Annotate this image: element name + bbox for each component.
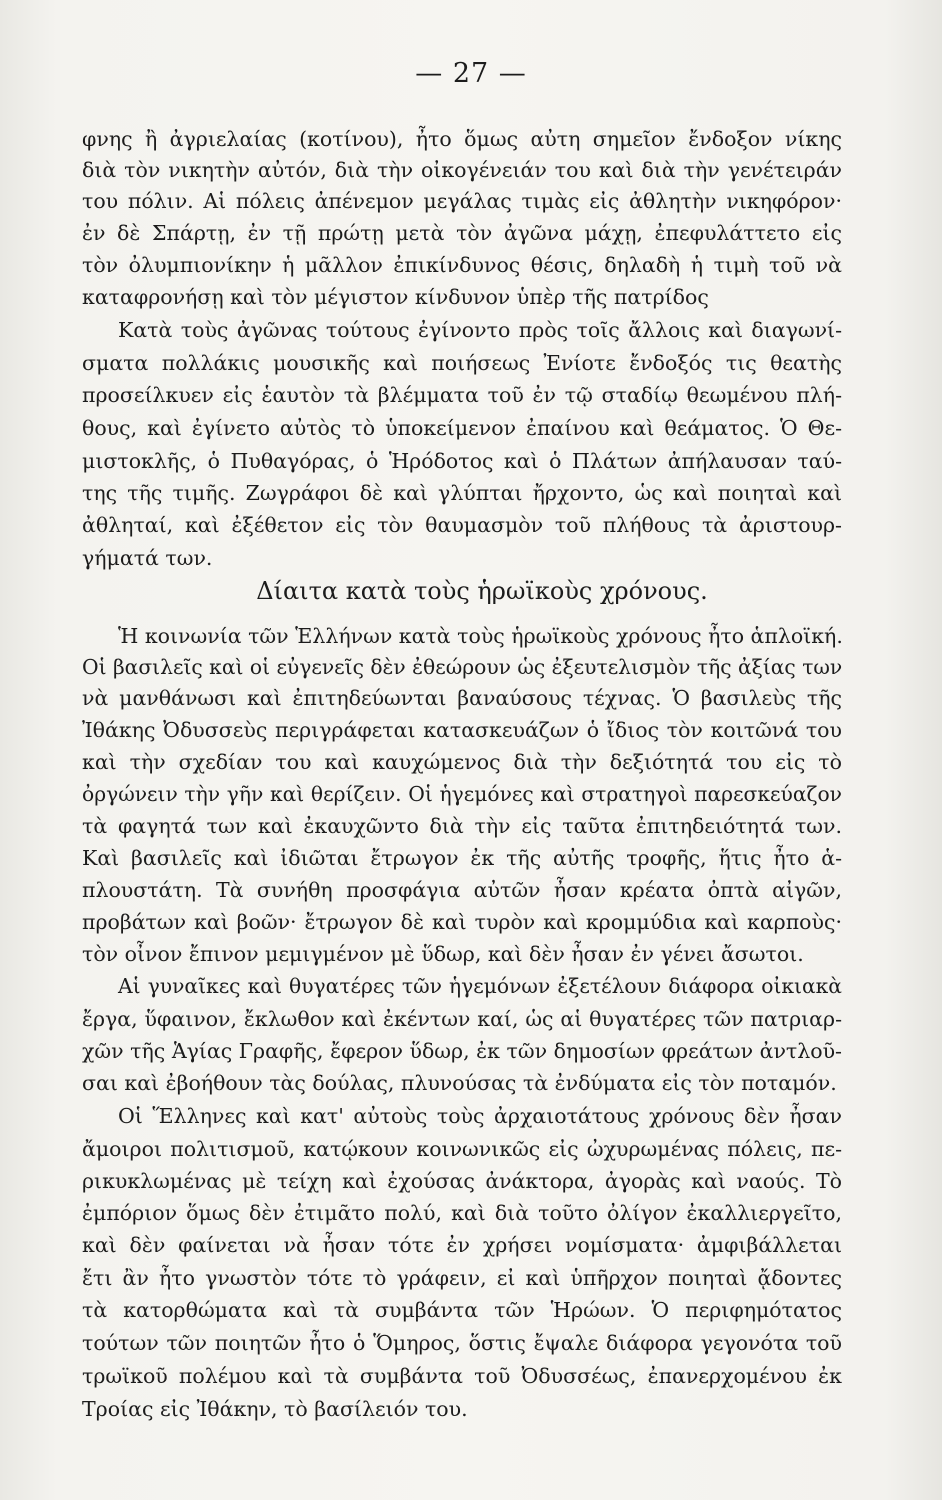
- text-line: καταφρονήσῃ καὶ τὸν μέγιστον κίνδυνον ὑπὲρ τῆς πατρίδος: [82, 285, 709, 309]
- section-heading: Δίαιτα κατὰ τοὺς ἡρωϊκοὺς χρόνους.: [256, 577, 708, 605]
- text-line: ἐμπόριον ὅμως δὲν ἐτιμᾶτο πολύ, καὶ διὰ τοῦτο ὀλίγον ἐκαλλιεργεῖτο,: [82, 1201, 842, 1225]
- text-line: τὰ φαγητά των καὶ ἐκαυχῶντο διὰ τὴν εἰς ταῦτα ἐπιτηδειότητά των.: [82, 814, 842, 838]
- text-line: προβάτων καὶ βοῶν· ἔτρωγον δὲ καὶ τυρὸν καὶ κρομμύδια καὶ καρποὺς·: [82, 910, 842, 934]
- text-line: μιστοκλῆς, ὁ Πυθαγόρας, ὁ Ἡρόδοτος καὶ ὁ Πλάτων ἀπήλαυσαν ταύ-: [82, 449, 842, 473]
- text-line: Τροίας εἰς Ἰθάκην, τὸ βασίλειόν του.: [82, 1397, 468, 1421]
- text-line: ἐν δὲ Σπάρτῃ, ἐν τῇ πρώτῃ μετὰ τὸν ἀγῶνα μάχῃ, ἐπεφυλάττετο εἰς: [82, 221, 842, 245]
- paragraph-first-line: Κατὰ τοὺς ἀγῶνας τούτους ἐγίνοντο πρὸς τοῖς ἄλλοις καὶ διαγωνί-: [118, 318, 842, 342]
- text-line: τρωϊκοῦ πολέμου καὶ τὰ συμβάντα τοῦ Ὀδυσσέως, ἐπανερχομένου ἐκ: [82, 1364, 842, 1388]
- text-line: νὰ μανθάνωσι καὶ ἐπιτηδεύωνται βαναύσους τέχνας. Ὁ βασιλεὺς τῆς: [82, 686, 842, 710]
- text-line: θους, καὶ ἐγίνετο αὐτὸς τὸ ὑποκείμενον ἐπαίνου καὶ θεάματος. Ὁ Θε-: [82, 416, 842, 440]
- text-line: γήματά των.: [82, 546, 213, 570]
- text-line: πλουστάτη. Τὰ συνήθη προσφάγια αὐτῶν ἦσαν κρέατα ὀπτὰ αἰγῶν,: [82, 878, 842, 902]
- text-line: ἄμοιροι πολιτισμοῦ, κατῴκουν κοινωνικῶς εἰς ὠχυρωμένας πόλεις, πε-: [82, 1137, 842, 1161]
- text-line: καὶ δὲν φαίνεται νὰ ἦσαν τότε ἐν χρήσει νομίσματα· ἀμφιβάλλεται: [82, 1233, 842, 1257]
- text-line: ἀθληταί, καὶ ἐξέθετον εἰς τὸν θαυμασμὸν τοῦ πλήθους τὰ ἀριστουρ-: [82, 513, 842, 537]
- text-line: διὰ τὸν νικητὴν αὐτόν, διὰ τὴν οἰκογένειάν του καὶ διὰ τὴν γενέτειράν: [82, 158, 842, 182]
- text-line: Ἰθάκης Ὀδυσσεὺς περιγράφεται κατασκευάζων ὁ ἴδιος τὸν κοιτῶνά του: [82, 718, 842, 742]
- text-line: καὶ τὴν σχεδίαν του καὶ καυχώμενος διὰ τὴν δεξιότητά του εἰς τὸ: [82, 750, 842, 774]
- page-number: — 27 —: [415, 58, 527, 89]
- paragraph-first-line: Αἱ γυναῖκες καὶ θυγατέρες τῶν ἡγεμόνων ἐξετέλουν διάφορα οἰκιακὰ: [118, 974, 842, 998]
- text-line: σαι καὶ ἐβοήθουν τὰς δούλας, πλυνούσας τὰ ἐνδύματα εἰς τὸν ποταμόν.: [82, 1071, 837, 1095]
- text-line: της τῆς τιμῆς. Ζωγράφοι δὲ καὶ γλύπται ἤρχοντο, ὡς καὶ ποιηταὶ καὶ: [82, 481, 842, 505]
- text-line: τὸν ὀλυμπιονίκην ἡ μᾶλλον ἐπικίνδυνος θέσις, δηλαδὴ ἡ τιμὴ τοῦ νὰ: [82, 253, 842, 277]
- text-line: φνης ἢ ἀγριελαίας (κοτίνου), ἦτο ὅμως αὐτη σημεῖον ἔνδοξον νίκης: [82, 127, 842, 151]
- text-line: ὀργώνειν τὴν γῆν καὶ θερίζειν. Οἱ ἡγεμόνες καὶ στρατηγοὶ παρεσκεύαζον: [82, 782, 842, 806]
- text-line: Καὶ βασιλεῖς καὶ ἰδιῶται ἔτρωγον ἐκ τῆς αὐτῆς τροφῆς, ἥτις ἦτο ἁ-: [82, 846, 842, 870]
- paragraph-first-line: Οἱ Ἕλληνες καὶ κατ' αὐτοὺς τοὺς ἀρχαιοτάτους χρόνους δὲν ἦσαν: [118, 1104, 842, 1128]
- text-line: τὰ κατορθώματα καὶ τὰ συμβάντα τῶν Ἡρώων. Ὁ περιφημότατος: [82, 1298, 842, 1322]
- text-line: ρικυκλωμένας μὲ τείχη καὶ ἐχούσας ἀνάκτορα, ἀγορὰς καὶ ναούς. Τὸ: [82, 1169, 842, 1193]
- paragraph-first-line: Ἡ κοινωνία τῶν Ἑλλήνων κατὰ τοὺς ἡρωϊκοὺς χρόνους ἦτο ἁπλοϊκή.: [118, 624, 843, 648]
- text-line: τούτων τῶν ποιητῶν ἦτο ὁ Ὅμηρος, ὅστις ἔψαλε διάφορα γεγονότα τοῦ: [82, 1331, 842, 1355]
- text-line: σματα πολλάκις μουσικῆς καὶ ποιήσεως Ἐνίοτε ἔνδοξός τις θεατὴς: [82, 351, 842, 375]
- text-line: ἔργα, ὕφαινον, ἔκλωθον καὶ ἐκέντων καί, ὡς αἱ θυγατέρες τῶν πατριαρ-: [82, 1007, 842, 1031]
- text-line: χῶν τῆς Ἁγίας Γραφῆς, ἔφερον ὕδωρ, ἐκ τῶν δημοσίων φρεάτων ἀντλοῦ-: [82, 1039, 842, 1063]
- text-line: του πόλιν. Αἱ πόλεις ἀπένεμον μεγάλας τιμὰς εἰς ἀθλητὴν νικηφόρον·: [82, 189, 842, 213]
- text-line: τὸν οἶνον ἔπινον μεμιγμένον μὲ ὕδωρ, καὶ δὲν ἦσαν ἐν γένει ἄσωτοι.: [82, 942, 804, 966]
- text-line: ἔτι ἂν ἦτο γνωστὸν τότε τὸ γράφειν, εἰ καὶ ὑπῆρχον ποιηταὶ ᾄδοντες: [82, 1266, 842, 1290]
- text-line: προσείλκυεν εἰς ἑαυτὸν τὰ βλέμματα τοῦ ἐν τῷ σταδίῳ θεωμένου πλή-: [82, 383, 842, 407]
- text-line: Οἱ βασιλεῖς καὶ οἱ εὐγενεῖς δὲν ἐθεώρουν ὡς ἐξευτελισμὸν τῆς ἀξίας των: [82, 655, 843, 679]
